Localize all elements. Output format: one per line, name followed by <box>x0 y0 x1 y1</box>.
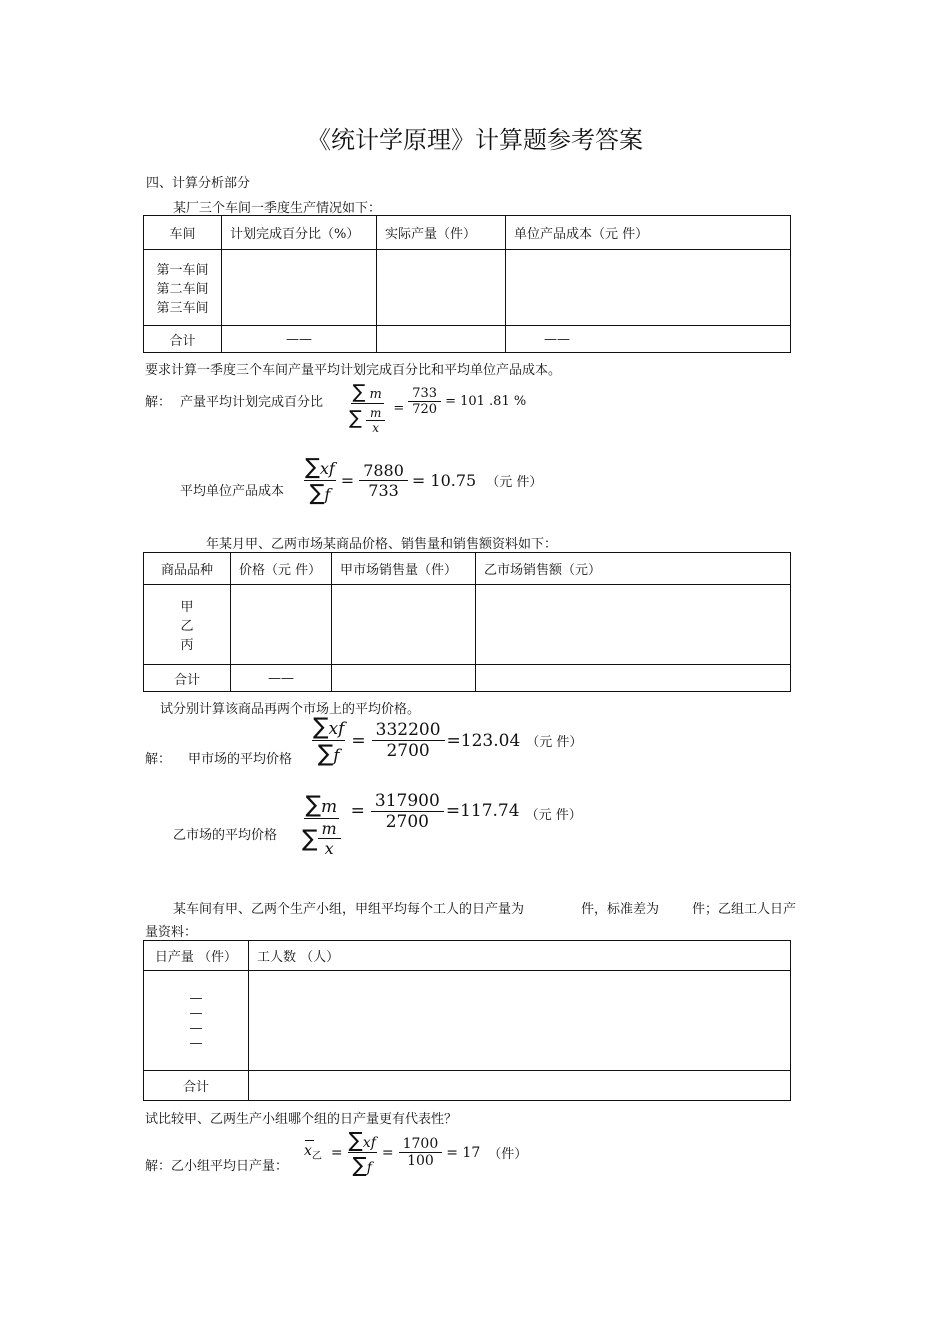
table-cell <box>231 585 332 665</box>
numerator: 317900 <box>371 791 444 812</box>
numerator: 733 <box>408 386 441 402</box>
table-cell <box>332 585 476 665</box>
table-cell: —— <box>222 326 377 353</box>
table-row <box>144 250 791 326</box>
result: =123.04 <box>446 730 521 751</box>
var-x: x <box>304 1143 312 1160</box>
q2-table <box>143 552 791 692</box>
output-range-label: — <box>189 990 203 1006</box>
table-row <box>144 971 791 1071</box>
q3-intro-part1: 某车间有甲、乙两个生产小组，甲组平均每个工人的日产量为 <box>173 902 525 917</box>
total-label: 合计 <box>144 326 222 353</box>
unit-label: （件） <box>488 1147 528 1162</box>
workshop-label: 第二车间 <box>156 282 209 297</box>
q1-formula2-label: 平均单位产品成本 <box>180 484 285 499</box>
numerator: 1700 <box>399 1136 443 1153</box>
output-range-label: — <box>189 1020 203 1036</box>
q1-solution-label: 解： <box>145 395 172 410</box>
formula-avg-unit-cost <box>304 455 542 506</box>
var-x: x <box>372 421 380 435</box>
result: = 10.75 <box>411 471 477 490</box>
denominator: 720 <box>412 401 438 417</box>
var-xf: xf <box>328 719 345 739</box>
workshop-label: 第一车间 <box>156 263 209 278</box>
table-cell <box>506 250 791 326</box>
table-cell <box>144 250 222 326</box>
output-range-label: — <box>189 1035 203 1051</box>
var-f: f <box>324 485 331 504</box>
q1-formula1-label: 产量平均计划完成百分比 <box>180 395 324 410</box>
formula-market-b-avg-price <box>298 792 582 858</box>
q1-question: 要求计算一季度三个车间产量平均计划完成百分比和平均单位产品成本。 <box>145 363 562 378</box>
table-header-cell: 商品品种 <box>144 553 231 585</box>
result: = 101 .81 % <box>445 393 527 409</box>
table-total-row <box>144 326 791 353</box>
table-cell <box>249 971 791 1071</box>
q1-intro: 某厂三个车间一季度生产情况如下： <box>173 201 382 216</box>
unit-label: （元 件） <box>486 475 543 490</box>
section-heading: 四、计算分析部分 <box>146 176 251 191</box>
result: =117.74 <box>445 801 520 821</box>
denominator: 2700 <box>385 811 429 832</box>
product-label: 乙 <box>180 619 194 634</box>
sigma-symbol: ∑ <box>313 714 329 740</box>
table-header-cell: 工人数 （人） <box>249 941 791 971</box>
sigma-symbol: ∑ <box>349 407 362 429</box>
denominator: 733 <box>368 481 399 500</box>
numerator: 7880 <box>359 461 408 481</box>
var-xf: xf <box>319 459 335 478</box>
var-m: m <box>321 797 338 817</box>
q2-solution-label: 解： <box>145 752 172 767</box>
q3-intro-part4: 量资料： <box>145 925 198 940</box>
table-header-row <box>144 553 791 585</box>
denominator: 100 <box>407 1153 434 1169</box>
table-row <box>144 585 791 665</box>
table-cell <box>332 665 476 692</box>
var-f: f <box>333 746 340 766</box>
q2-question: 试分别计算该商品再两个市场上的平均价格。 <box>160 702 421 717</box>
sigma-symbol: ∑ <box>348 1128 363 1152</box>
numerator: 332200 <box>372 720 445 741</box>
table-header-cell: 日产量 （件） <box>144 941 249 971</box>
sigma-symbol: ∑ <box>352 381 366 403</box>
var-m: m <box>318 819 341 839</box>
table-header-cell: 乙市场销售额（元） <box>476 553 791 585</box>
sigma-symbol: ∑ <box>317 741 334 767</box>
table-total-row <box>144 1071 791 1101</box>
page-title: 《统计学原理》计算题参考答案 <box>307 126 643 154</box>
denominator: 2700 <box>386 741 430 761</box>
q3-intro-part3: 件；乙组工人日产 <box>692 902 797 917</box>
equals-sign: = <box>340 471 355 490</box>
table-cell <box>144 971 249 1071</box>
table-cell <box>249 1071 791 1101</box>
table-header-cell: 单位产品成本（元 件） <box>506 216 791 250</box>
q2-formula1-label: 甲市场的平均价格 <box>188 752 293 767</box>
q3-question: 试比较甲、乙两生产小组哪个组的日产量更有代表性？ <box>145 1112 458 1127</box>
q3-intro-part2: 件，标准差为 <box>581 902 660 917</box>
equals-sign: = <box>351 730 366 751</box>
formula-avg-plan-completion <box>345 381 526 435</box>
var-xf: xf <box>362 1135 376 1151</box>
sigma-symbol: ∑ <box>309 481 325 506</box>
formula-market-a-avg-price <box>312 714 582 767</box>
table-cell <box>144 585 231 665</box>
product-label: 甲 <box>180 600 194 615</box>
table-header-cell: 实际产量（件） <box>377 216 506 250</box>
unit-label: （元 件） <box>525 807 582 823</box>
table-cell: —— <box>506 326 791 353</box>
workshop-label: 第三车间 <box>156 301 209 316</box>
output-range-label: — <box>189 1005 203 1021</box>
q3-solution-label: 解：乙小组平均日产量： <box>145 1159 289 1174</box>
sigma-symbol: ∑ <box>302 825 318 852</box>
product-label: 丙 <box>180 638 194 653</box>
table-header-row <box>144 941 791 971</box>
q1-table <box>143 215 791 353</box>
q3-table <box>143 940 791 1101</box>
total-label: 合计 <box>144 665 231 692</box>
subscript-group-b: 乙 <box>311 1150 322 1162</box>
var-x: x <box>324 839 334 858</box>
x-bar-symbol <box>304 1143 322 1162</box>
table-cell <box>476 665 791 692</box>
table-cell <box>222 250 377 326</box>
sigma-symbol: ∑ <box>352 1153 367 1177</box>
sigma-symbol: ∑ <box>305 455 320 480</box>
equals-sign: = <box>381 1144 394 1161</box>
table-header-cell: 计划完成百分比（%） <box>222 216 377 250</box>
table-cell: —— <box>231 665 332 692</box>
table-total-row <box>144 665 791 692</box>
table-cell <box>377 326 506 353</box>
var-f: f <box>366 1160 372 1176</box>
equals-sign: = <box>393 400 405 416</box>
var-m: m <box>369 387 382 402</box>
formula-group-b-avg-output <box>304 1128 527 1177</box>
q2-intro: 年某月甲、乙两市场某商品价格、销售量和销售额资料如下： <box>206 537 558 552</box>
table-header-cell: 价格（元 件） <box>231 553 332 585</box>
result: = 17 <box>446 1144 481 1161</box>
q2-formula2-label: 乙市场的平均价格 <box>173 828 278 843</box>
table-header-row <box>144 216 791 250</box>
unit-label: （元 件） <box>526 735 583 750</box>
table-header-cell: 车间 <box>144 216 222 250</box>
equals-sign: = <box>330 1144 343 1161</box>
table-header-cell: 甲市场销售量（件） <box>332 553 476 585</box>
var-m: m <box>366 406 385 421</box>
sigma-symbol: ∑ <box>305 792 322 818</box>
table-cell <box>377 250 506 326</box>
total-label: 合计 <box>144 1071 249 1101</box>
equals-sign: = <box>350 801 365 821</box>
table-cell <box>476 585 791 665</box>
